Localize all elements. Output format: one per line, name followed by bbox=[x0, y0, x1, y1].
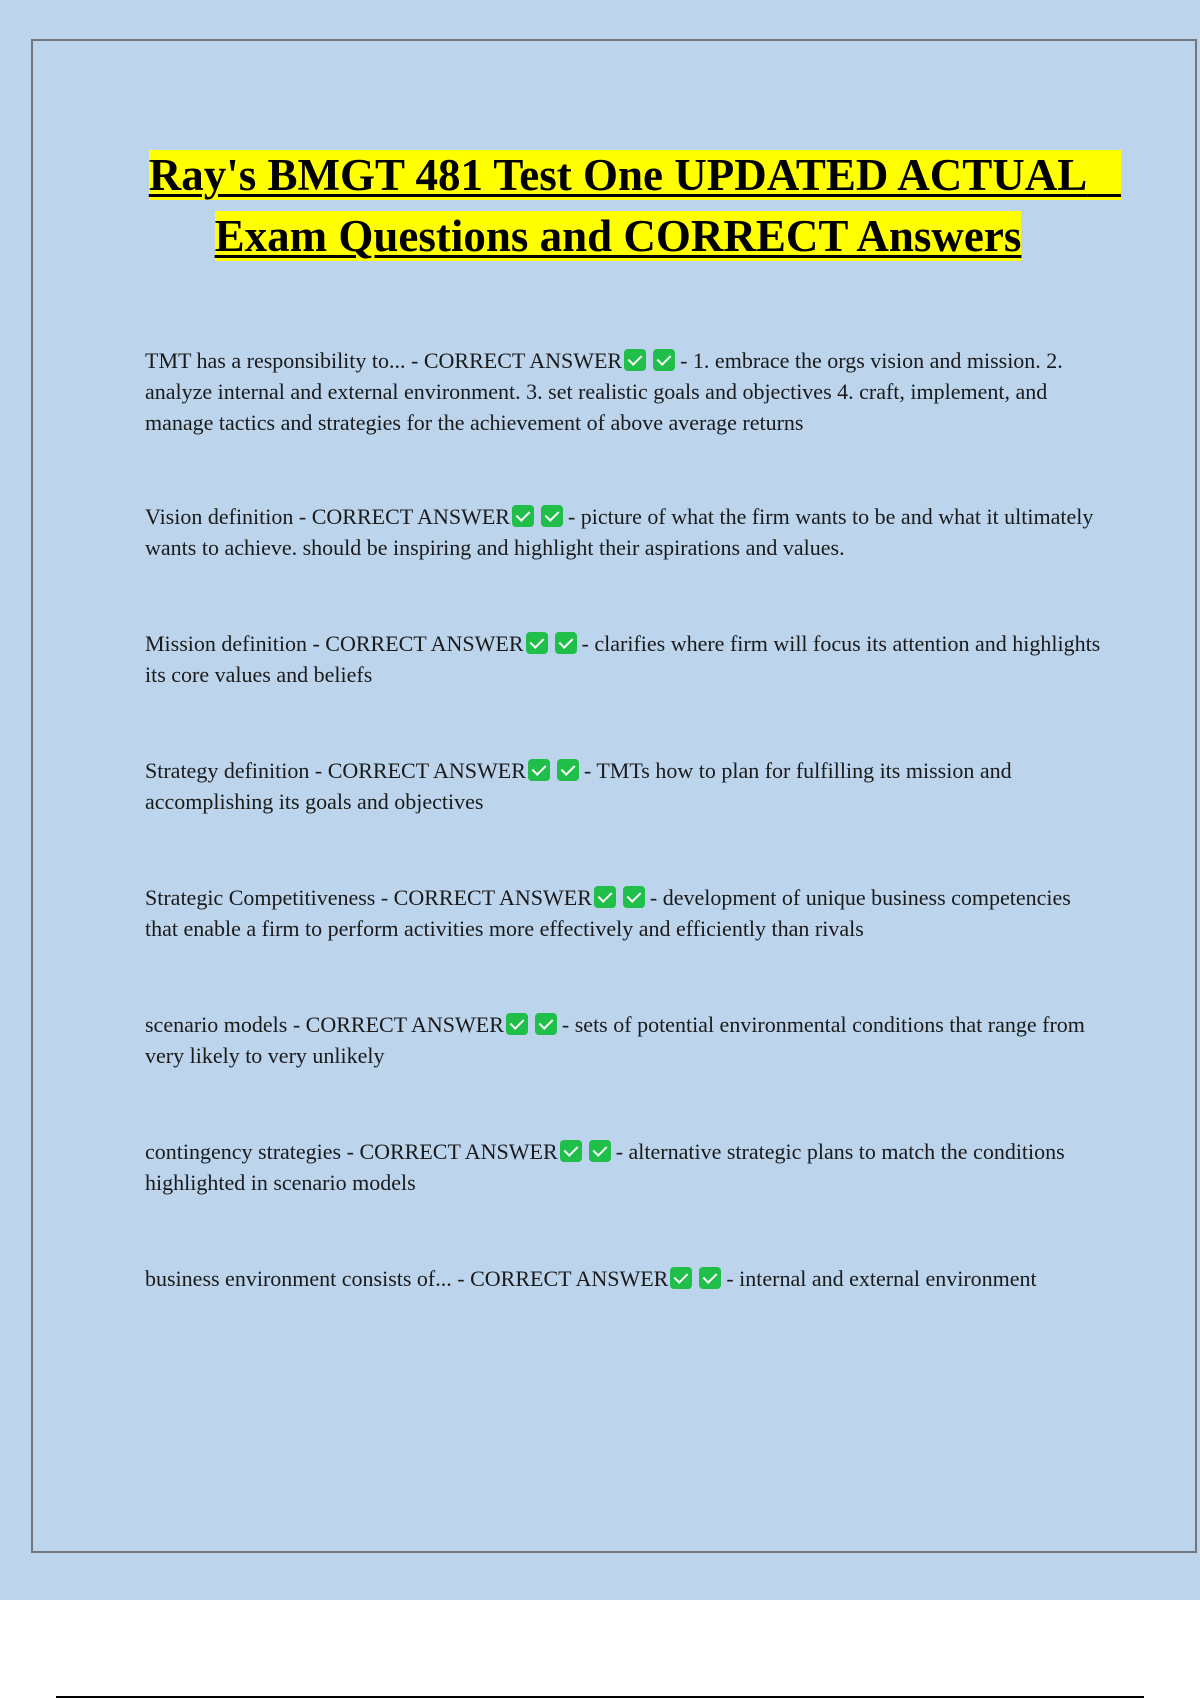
footer-rule bbox=[56, 1696, 1144, 1698]
check-icon bbox=[541, 505, 563, 527]
answer-text: - alternative strategic plans to match the conditions highlighted in scenario models bbox=[145, 1139, 1065, 1195]
answer-text: - sets of potential environmental conditions that range from very likely to very unlikely bbox=[145, 1012, 1085, 1068]
check-icon bbox=[623, 886, 645, 908]
check-icon bbox=[555, 632, 577, 654]
check-icon bbox=[560, 1140, 582, 1162]
qa-item bbox=[145, 1136, 1105, 1198]
question-text: contingency strategies - bbox=[145, 1139, 360, 1164]
qa-list bbox=[145, 345, 1105, 1294]
question-text: scenario models - bbox=[145, 1012, 306, 1037]
document-title bbox=[120, 145, 1121, 267]
qa-item bbox=[145, 628, 1105, 690]
answer-marker: CORRECT ANSWER bbox=[327, 758, 526, 783]
qa-item bbox=[145, 1263, 1105, 1294]
answer-marker: CORRECT ANSWER bbox=[393, 885, 592, 910]
check-icon bbox=[589, 1140, 611, 1162]
question-text: Mission definition - bbox=[145, 631, 326, 656]
answer-text: - clarifies where firm will focus its attention and highlights its core values and beliefs bbox=[145, 631, 1101, 687]
answer-text: - internal and external environment bbox=[726, 1266, 1037, 1291]
check-icon bbox=[624, 349, 646, 371]
answer-marker: CORRECT ANSWER bbox=[359, 1139, 558, 1164]
check-icon bbox=[512, 505, 534, 527]
qa-item bbox=[145, 501, 1105, 563]
question-text: business environment consists of... - bbox=[145, 1266, 471, 1291]
check-icon bbox=[526, 632, 548, 654]
qa-item bbox=[145, 345, 1105, 438]
answer-text: - TMTs how to plan for fulfilling its mission and accomplishing its goals and objectives bbox=[145, 758, 1012, 814]
answer-marker: CORRECT ANSWER bbox=[311, 504, 510, 529]
check-icon bbox=[528, 759, 550, 781]
answer-text: - picture of what the firm wants to be and what it ultimately wants to achieve. should be inspiring and highlight their aspirations and values. bbox=[145, 504, 1094, 560]
question-text: Vision definition - bbox=[145, 504, 312, 529]
answer-text: - development of unique business competencies that enable a firm to perform activities more effectively and efficiently than rivals bbox=[145, 885, 1071, 941]
check-icon bbox=[506, 1013, 528, 1035]
check-icon bbox=[535, 1013, 557, 1035]
question-text: Strategy definition - bbox=[145, 758, 328, 783]
check-icon bbox=[653, 349, 675, 371]
qa-item bbox=[145, 1009, 1105, 1071]
answer-marker: CORRECT ANSWER bbox=[325, 631, 524, 656]
qa-item bbox=[145, 882, 1105, 944]
question-text: TMT has a responsibility to... - bbox=[145, 348, 424, 373]
answer-marker: CORRECT ANSWER bbox=[305, 1012, 504, 1037]
document-title-text: Ray's BMGT 481 Test One UPDATED ACTUAL Exam Questions and CORRECT Answers bbox=[148, 150, 1121, 261]
check-icon bbox=[699, 1267, 721, 1289]
check-icon bbox=[557, 759, 579, 781]
check-icon bbox=[594, 886, 616, 908]
answer-marker: CORRECT ANSWER bbox=[423, 348, 623, 373]
qa-item bbox=[145, 755, 1105, 817]
answer-marker: CORRECT ANSWER bbox=[470, 1266, 669, 1291]
check-icon bbox=[670, 1267, 692, 1289]
answer-text: - 1. embrace the orgs vision and mission. 2. analyze internal and external environment. 3. set realistic goals and objectives 4. craft, implement, and manage tactics and strategies for the achievement of above average returns bbox=[145, 348, 1063, 435]
question-text: Strategic Competitiveness - bbox=[145, 885, 394, 910]
